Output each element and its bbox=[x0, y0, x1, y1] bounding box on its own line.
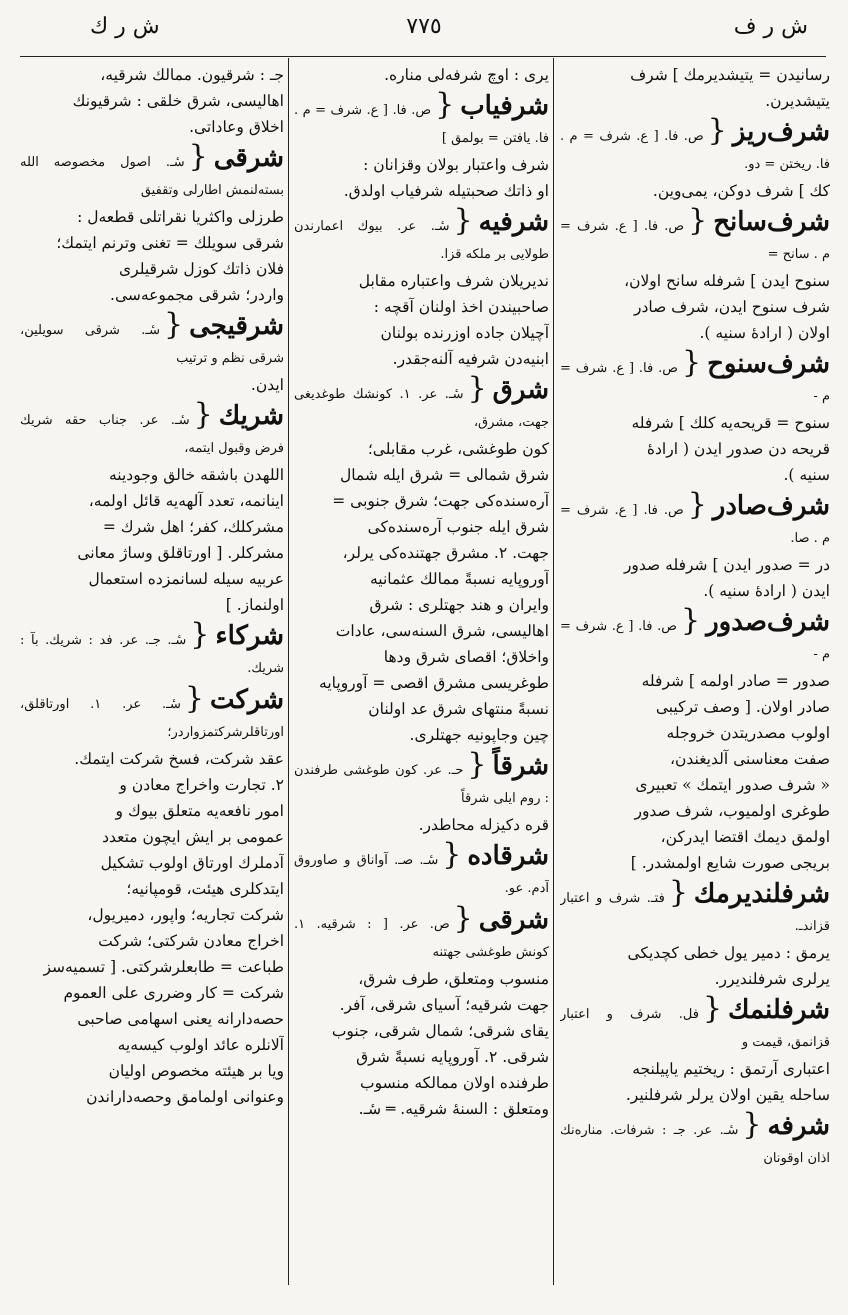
entry-line: جهت. ٢. مشرق جهتنده‌كی یرلر، bbox=[342, 544, 549, 562]
entry-headword: شرف‌سانح bbox=[713, 207, 830, 237]
entry-line: قریحه دن صدور ایدن ( ارادهٔ bbox=[646, 440, 830, 458]
entry-line: اولان ( ارادهٔ سنیه ). bbox=[699, 324, 830, 342]
entry-gloss: ص. فا. [ ع. شرف = م - bbox=[560, 361, 830, 404]
entry-line: یرلری شرفلندیرر. bbox=[714, 970, 830, 988]
entry-headword: شرقیجی bbox=[189, 311, 284, 341]
entry-headword: شركت bbox=[209, 685, 284, 715]
entry-line: ایدن ( ارادهٔ سنیه ). bbox=[703, 582, 830, 600]
dictionary-entry bbox=[20, 617, 284, 682]
entry-headword: شركاء bbox=[215, 621, 284, 651]
entry-line: ومتعلق : السنهٔ شرقیه. ═ سٔـ. bbox=[358, 1100, 549, 1118]
dictionary-entry bbox=[560, 345, 830, 488]
entry-line: آچیلان جاده اوزرنده بولنان bbox=[380, 324, 549, 342]
entry-line: وایران و هند جهتلری : شرق bbox=[369, 596, 549, 614]
entry-line: ابنیه‌دن شرفیه آلنه‌جقدر. bbox=[392, 350, 549, 368]
entry-gloss: فل. شرف و اعتبار قزانمق، قیمت و bbox=[560, 1007, 830, 1050]
entry-line: او ذاتك صحبتیله شرفیاب اولدق. bbox=[343, 182, 549, 200]
entry-line: شركت تجاریه؛ واپور، دمیریول، bbox=[87, 906, 284, 924]
entry-line: اولنماز. ] bbox=[225, 596, 284, 614]
dictionary-entry bbox=[294, 901, 549, 1122]
entry-gloss: سٔـ. صـ. آواناق و صاوروق آدم. عو. bbox=[294, 853, 549, 896]
entry-headword: شرفیاب bbox=[460, 91, 549, 121]
entry-gloss: سٔـ. اصول مخصوصه الله بسته‌لنمش اطارلی وتقفیق bbox=[20, 155, 284, 198]
entry-line: یتیشدیرن. bbox=[765, 92, 830, 110]
entry-line: شرق شمالی = شرق ایله شمال bbox=[339, 466, 549, 484]
entry-gloss: سٔـ. جـ. عر. فد : شریك. بآ : شریك. bbox=[20, 633, 284, 676]
entry-line: آدملرك اورتاق اولوب تشكیل bbox=[100, 854, 284, 872]
entry-line: شرق ایله جنوب آره‌سنده‌كی bbox=[367, 518, 549, 536]
column-middle bbox=[294, 62, 549, 1285]
entry-line: قره دكیزله محاطدر. bbox=[418, 816, 549, 834]
entry-headword: شرف‌صادر bbox=[712, 491, 830, 521]
header-rule bbox=[20, 56, 826, 57]
entry-headword: شرقی bbox=[213, 143, 284, 173]
entry-gloss: سٔـ. شرقی سویلین، شرقی نظم و ترتیب bbox=[20, 323, 284, 366]
entry-gloss: ص. عر. [ : شرقیه. ١. كونش طوغشی جهتنه bbox=[294, 917, 549, 960]
entry-line: شرف سنوح ایدن، شرف صادر bbox=[633, 298, 830, 316]
entry-line: جـ : شرقیون. ممالك شرقیه، bbox=[100, 66, 284, 84]
entry-line: واردر؛ شرقی مجموعه‌سی. bbox=[110, 286, 284, 304]
entry-line: آلانلره عائد اولوب كیسه‌یه bbox=[117, 1036, 284, 1054]
entry-headword: شرقی bbox=[478, 905, 549, 935]
entry-line: صاحبیندن اخذ اولنان آقچه : bbox=[373, 298, 549, 316]
entry-line: رسانیدن = یتیشدیرمك ] شرف bbox=[630, 66, 830, 84]
entry-headword: شرفلندیرمك bbox=[693, 879, 830, 909]
entry-line: شرف واعتبار بولان وقزانان : bbox=[363, 156, 549, 174]
entry-line: ایتدكلری هیئت، قومپانیه؛ bbox=[126, 880, 284, 898]
brace-mark: { bbox=[193, 397, 213, 432]
entry-line: شرقی. ٢. آوروپایه نسبةً شرق bbox=[356, 1048, 549, 1066]
entry-line: در = صدور ایدن ] شرفله صدور bbox=[623, 556, 830, 574]
entry-line: وعنوانی اولمامق وحصه‌داراندن bbox=[86, 1088, 284, 1106]
dictionary-entry bbox=[20, 62, 284, 140]
entry-line: صدور = صادر اولمه ] شرفله bbox=[641, 672, 830, 690]
brace-mark: { bbox=[702, 991, 723, 1026]
entry-gloss: سٔـ. عر. بیوك اعمارندن طولایی بر ملكه قزا. bbox=[294, 219, 549, 262]
entry-line: جهت شرقیه؛ آسیای شرقی، آفر. bbox=[339, 996, 549, 1014]
entry-line: حصه‌دارانه یعنی اسهامی صاحبی bbox=[77, 1010, 284, 1028]
brace-mark: { bbox=[435, 87, 455, 122]
brace-mark: { bbox=[164, 307, 184, 342]
entry-line: عقد شركت، فسخ شركت ایتمك. bbox=[74, 750, 284, 768]
entry-gloss: ص. فا. [ ع. شرف = م - bbox=[560, 619, 830, 662]
entry-line: عمومی بر ایش ایچون متعدد bbox=[102, 828, 284, 846]
brace-mark: { bbox=[184, 681, 204, 716]
entry-gloss: سٔـ. عر. جناب حقه شریك فرض وقبول ایتمه، bbox=[20, 413, 284, 456]
entry-line: ندیریلان شرف واعتباره مقابل bbox=[358, 272, 549, 290]
dictionary-entry bbox=[560, 203, 830, 346]
brace-mark: { bbox=[442, 837, 462, 872]
entry-gloss: فتـ. شرف و اعتبار قزاندـ. bbox=[560, 891, 830, 934]
dictionary-entry bbox=[20, 397, 284, 618]
entry-gloss: حـ. عر. كون طوغشی طرفندن : روم ایلی شرقاً bbox=[294, 763, 549, 806]
entry-line: عربیه سیله لسانمزده استعمال bbox=[88, 570, 284, 588]
column-right bbox=[560, 62, 830, 1285]
entry-line: صادر اولان. [ وصف تركیبی bbox=[655, 698, 830, 716]
entry-line: فلان ذاتك كوزل شرقیلری bbox=[119, 260, 284, 278]
entry-headword: شرق bbox=[492, 375, 549, 405]
entry-line: اهالیسی، شرق السنه‌سی، عادات bbox=[335, 622, 549, 640]
brace-mark: { bbox=[453, 901, 473, 936]
header-root-left: ش ر ك bbox=[90, 14, 160, 39]
entry-line: اولمق دیمك اقتضا ایدركن، bbox=[660, 828, 830, 846]
entry-headword: شرف‌سنوح bbox=[707, 349, 830, 379]
dictionary-entry bbox=[294, 837, 549, 902]
dictionary-entry bbox=[560, 875, 830, 992]
dictionary-entry bbox=[20, 307, 284, 398]
brace-mark: { bbox=[467, 747, 487, 782]
entry-line: طباعت = طابعلرشركتی. [ تسمیه‌سز bbox=[43, 958, 284, 976]
entry-line: اخراج معادن شركتی؛ شركت bbox=[98, 932, 284, 950]
dictionary-entry bbox=[560, 487, 830, 604]
entry-headword: شرف‌صدور bbox=[706, 607, 830, 637]
entry-line: چین وجاپونیه جهتلری. bbox=[409, 726, 549, 744]
entry-line: آوروپایه نسبةً ممالك عثمانیه bbox=[369, 570, 549, 588]
entry-line: اعتباری آرتمق : ریختیم یاپیلنجه bbox=[632, 1060, 830, 1078]
dictionary-entry bbox=[294, 203, 549, 372]
entry-gloss: سٔـ. عر. جـ : شرفات. مناره‌نك اذان اوقونان bbox=[560, 1123, 830, 1166]
dictionary-entry bbox=[560, 991, 830, 1108]
column-divider bbox=[553, 58, 554, 1285]
entry-line: اینانمه، تعدد آلهه‌یه قائل اولمه، bbox=[88, 492, 284, 510]
entry-line: « شرف صدور ایتمك » تعبیری bbox=[635, 776, 830, 794]
entry-line: ایدن. bbox=[250, 376, 284, 394]
entry-line: شرقی سویلك = تغنی وترنم ایتمك؛ bbox=[56, 234, 284, 252]
entry-headword: شرقاً bbox=[492, 751, 549, 781]
brace-mark: { bbox=[707, 113, 727, 148]
entry-line: آره‌سنده‌كی جهت؛ شرق جنوبی = bbox=[332, 492, 549, 510]
brace-mark: { bbox=[453, 203, 473, 238]
dictionary-entry bbox=[560, 62, 830, 114]
brace-mark: { bbox=[190, 617, 210, 652]
entry-line: سنیه ). bbox=[783, 466, 830, 484]
column-divider bbox=[288, 58, 289, 1285]
page-number: ٧٧٥ bbox=[406, 14, 442, 39]
entry-gloss: سٔـ. عر. ١. كونشك طوغدیغی جهت، مشرق، bbox=[294, 387, 549, 430]
header-root-right: ش ر ف bbox=[733, 14, 808, 39]
brace-mark: { bbox=[688, 203, 708, 238]
entry-line: یری : اوچ شرفه‌لی مناره. bbox=[384, 66, 549, 84]
entry-headword: شرقاده bbox=[467, 841, 549, 871]
entry-headword: شرفلنمك bbox=[728, 995, 830, 1025]
dictionary-entry bbox=[560, 113, 830, 204]
entry-line: منسوب ومتعلق، طرف شرق، bbox=[358, 970, 549, 988]
dictionary-entry bbox=[560, 1107, 830, 1172]
entry-line: سنوح = قریحه‌یه كلك ] شرفله bbox=[631, 414, 830, 432]
entry-line: مشركلك، كفر؛ اهل شرك = bbox=[102, 518, 284, 536]
brace-mark: { bbox=[680, 603, 701, 638]
entry-line: ٢. تجارت واخراج معادن و bbox=[119, 776, 284, 794]
entry-line: یقای شرقی؛ شمال شرقی، جنوب bbox=[331, 1022, 549, 1040]
brace-mark: { bbox=[687, 487, 707, 522]
entry-line: طوغری اولمیوب، شرف صدور bbox=[634, 802, 830, 820]
entry-line: مشركلر. [ اورتاقلق وساژ معانی bbox=[77, 544, 284, 562]
entry-line: اللهدن باشقه خالق وجودینه bbox=[108, 466, 284, 484]
entry-line: امور نافعه‌یه متعلق بیوك و bbox=[115, 802, 284, 820]
entry-line: صفت معناسنی آلدیغندن، bbox=[670, 750, 830, 768]
dictionary-entry bbox=[294, 371, 549, 748]
entry-line: اولوب مصدریتدن خروجله bbox=[666, 724, 830, 742]
entry-line: كون طوغشی، غرب مقابلی؛ bbox=[367, 440, 549, 458]
entry-line: ویا بر هیئته مخصوص اولیان bbox=[108, 1062, 284, 1080]
entry-gloss: سٔـ. عر. ١. اورتاقلق، اورتاقلرشركتمزواردر؛ bbox=[20, 697, 284, 740]
brace-mark: { bbox=[742, 1107, 762, 1142]
dictionary-entry bbox=[560, 603, 830, 876]
entry-line: كك ] شرف دوكن، یمی‌وین. bbox=[652, 182, 830, 200]
brace-mark: { bbox=[467, 371, 487, 406]
entry-headword: شرف‌ریز bbox=[732, 117, 830, 147]
brace-mark: { bbox=[681, 345, 702, 380]
entry-headword: شرفیه bbox=[478, 207, 549, 237]
column-left bbox=[20, 62, 284, 1285]
brace-mark: { bbox=[668, 875, 688, 910]
entry-gloss: ص. فا. [ ع. شرف = م . صا. bbox=[560, 503, 830, 546]
entry-gloss: ص. فا. [ ع. شرف = م . سانح = bbox=[560, 219, 830, 262]
brace-mark: { bbox=[188, 139, 208, 174]
entry-line: طوغریسی مشرق اقصی = آوروپایه bbox=[319, 674, 549, 692]
entry-headword: شریك bbox=[218, 401, 284, 431]
dictionary-entry bbox=[294, 747, 549, 838]
entry-line: اهالیسی، شرق خلقی : شرقیونك bbox=[72, 92, 284, 110]
entry-line: طرزلی واكثریا نقراتلی قطعه‌ل : bbox=[77, 208, 284, 226]
entry-line: طرفنده اولان ممالكه منسوب bbox=[359, 1074, 549, 1092]
entry-gloss: ص. فا. [ ع. شرف = م . فا. یافتن = بولمق ] bbox=[294, 103, 549, 146]
entry-line: ساحله یقین اولان یرلر شرفلنیر. bbox=[625, 1086, 830, 1104]
dictionary-entry bbox=[20, 681, 284, 1110]
entry-line: شركت = كار وضرری علی العموم bbox=[63, 984, 284, 1002]
entry-gloss: ص. فا. [ ع. شرف = م . فا. ریختن = دو. bbox=[560, 129, 830, 172]
dictionary-entry bbox=[294, 87, 549, 204]
entry-headword: شرفه bbox=[767, 1111, 830, 1141]
entry-line: سنوح ایدن ] شرفله سانح اولان، bbox=[624, 272, 830, 290]
dictionary-entry bbox=[20, 139, 284, 308]
entry-line: نسبةً منتهای شرق عد اولنان bbox=[368, 700, 549, 718]
entry-line: اخلاق وعاداتی. bbox=[189, 118, 284, 136]
entry-line: یرمق : دمیر یول خطی كچدیكی bbox=[627, 944, 830, 962]
page-header bbox=[20, 10, 828, 48]
dictionary-entry bbox=[294, 62, 549, 88]
entry-line: واخلاق؛ اقصای شرق ودها bbox=[383, 648, 549, 666]
entry-line: بریجی صورت شایع اولمشدر. ] bbox=[630, 854, 830, 872]
